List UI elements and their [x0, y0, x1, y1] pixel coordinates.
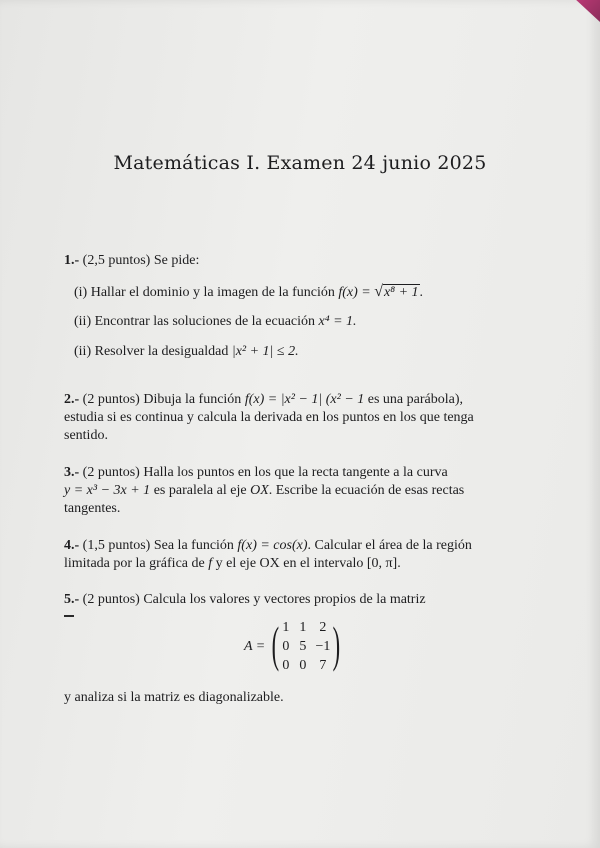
q3-text-c: . Escribe la ecuación de esas rectas: [268, 483, 465, 498]
question-2-line-1: [64, 392, 463, 408]
matrix-cell: 5: [299, 639, 307, 654]
matrix-A: [244, 618, 345, 676]
question-2-line-3: sentido.: [64, 428, 108, 443]
question-1-item-i: [74, 283, 423, 301]
item-i-text: (i) Hallar el dominio y la imagen de la función: [74, 285, 339, 300]
question-1-text: (2,5 puntos) Se pide:: [82, 253, 200, 268]
matrix-cell: 1: [282, 620, 290, 635]
left-paren-icon: (: [271, 616, 280, 672]
q3-text-b: es paralela al eje: [150, 483, 251, 498]
matrix-cell: 1: [299, 620, 307, 635]
question-1-number: 1.-: [64, 253, 80, 268]
question-3-line-1: [64, 465, 448, 481]
question-4-number: 4.-: [64, 538, 80, 553]
question-2-line-2: estudia si es continua y calcula la derivada en los puntos en los que tenga: [64, 410, 474, 425]
matrix-label: A =: [244, 639, 266, 654]
q4-function: f(x) = cos(x): [237, 538, 308, 553]
q4-interval: [0, π].: [366, 556, 401, 571]
item-iii-text: (ii) Resolver la desigualdad: [74, 344, 232, 359]
q4-f: f: [208, 556, 213, 571]
matrix-cell: 0: [282, 658, 290, 673]
q4-text-c: limitada por la gráfica de: [64, 556, 209, 571]
q5-text: (2 puntos) Calcula los valores y vectores propios de la matriz: [82, 592, 426, 607]
item-i-end: .: [419, 285, 424, 300]
q3-curve: y = x³ − 3x + 1: [64, 483, 151, 498]
question-1-item-iii: [74, 344, 299, 360]
item-i-function: f(x) =: [338, 285, 375, 300]
question-2-number: 2.-: [64, 392, 80, 407]
item-iii-inequality: |x² + 1| ≤ 2.: [231, 344, 299, 359]
matrix-cell: 7: [319, 658, 327, 673]
matrix-cell: 0: [282, 639, 290, 654]
question-4-line-1: [64, 538, 472, 554]
question-3-number: 3.-: [64, 465, 80, 480]
item-i-radicand: x⁸ + 1: [384, 285, 419, 300]
q3-text-a: (2 puntos) Halla los puntos en los que la recta tangente a la curva: [82, 465, 448, 480]
q4-text-b: . Calcular el área de la región: [307, 538, 472, 553]
q4-text-a: (1,5 puntos) Sea la función: [82, 538, 238, 553]
question-1-item-ii: [74, 314, 357, 330]
pen-mark: [64, 615, 74, 617]
q4-text-d: y el eje OX en el intervalo: [212, 556, 367, 571]
q2-function: f(x) = |x² − 1| (x² − 1: [244, 392, 365, 407]
question-5-number: 5.-: [64, 592, 80, 607]
question-5-line-1: [64, 592, 426, 608]
question-4-line-2: [64, 556, 401, 572]
q2-text-b: es una parábola),: [364, 392, 463, 407]
question-3-line-2: [64, 483, 464, 499]
question-5-closing: y analiza si la matriz es diagonalizable.: [64, 690, 284, 705]
matrix-cell: 2: [319, 620, 327, 635]
matrix-cell: −1: [315, 639, 331, 654]
sqrt-symbol-icon: √: [374, 283, 384, 300]
item-ii-text: (ii) Encontrar las soluciones de la ecuación: [74, 314, 319, 329]
q3-axis: OX: [250, 483, 269, 498]
item-ii-equation: x⁴ = 1.: [318, 314, 357, 329]
exam-title: Matemáticas I. Examen 24 junio 2025: [113, 152, 487, 174]
matrix-cell: 0: [299, 658, 307, 673]
q2-text-a: (2 puntos) Dibuja la función: [82, 392, 245, 407]
right-paren-icon: ): [332, 616, 340, 672]
question-1-header: [64, 253, 199, 269]
question-3-line-3: tangentes.: [64, 501, 121, 516]
matrix-grid: [278, 620, 334, 674]
